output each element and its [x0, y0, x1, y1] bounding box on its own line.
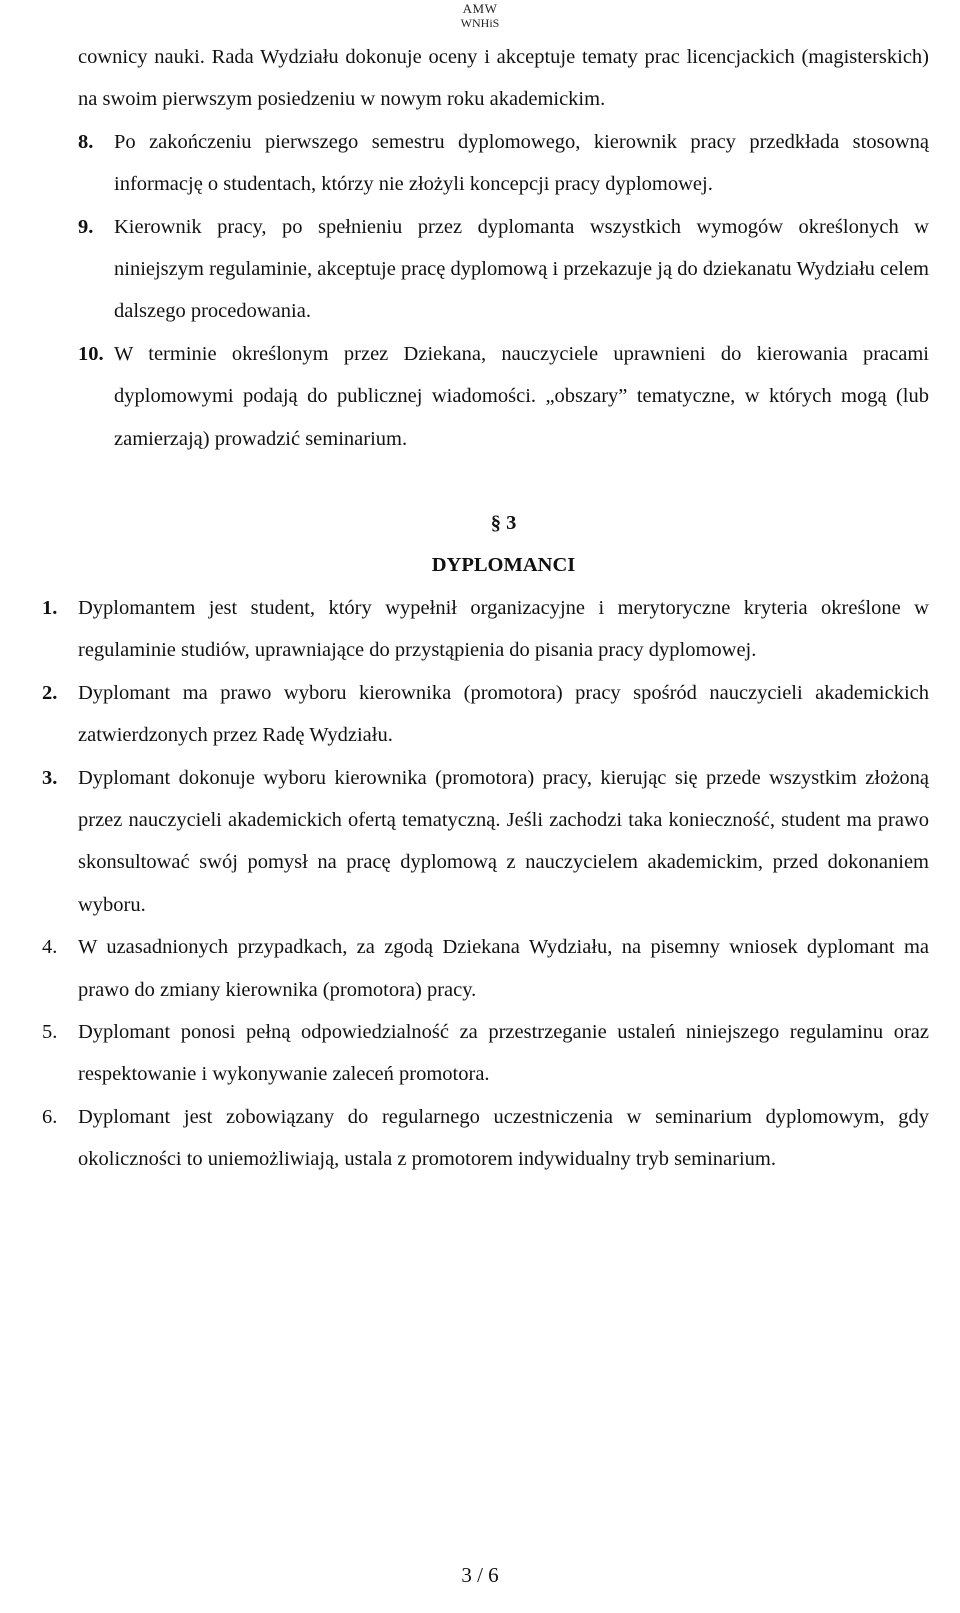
list-item-text: Dyplomant ponosi pełną odpowiedzialność za przestrzeganie ustaleń niniejszego regulaminu oraz respektowanie i wykonywanie zaleceń promotora. [78, 1020, 929, 1086]
list-item-text: Dyplomant jest zobowiązany do regularnego uczestniczenia w seminarium dyplomowym, gdy okoliczności to uniemożliwiają, ustala z promotorem indywidualny tryb seminarium. [78, 1105, 929, 1171]
list-item-number: 4. [42, 936, 58, 959]
list-item-text: Dyplomantem jest student, który wypełnił organizacyjne i merytoryczne kryteria określone w regulaminie studiów, uprawniające do przystąpienia do pisania pracy dyplomowej. [78, 596, 929, 662]
intro-paragraph: cownicy nauki. Rada Wydziału dokonuje oceny i akceptuje tematy prac licencjackich (magisterskich) na swoim pierwszym posiedzeniu w nowym roku akademickim. [78, 46, 929, 111]
list-item-number: 3. [42, 766, 58, 789]
list-item-text: W uzasadnionych przypadkach, za zgodą Dziekana Wydziału, na pisemny wniosek dyplomant ma prawo do zmiany kierownika (promotora) pracy. [78, 936, 929, 1001]
section-title: DYPLOMANCI [431, 554, 576, 577]
header-dept: WNHiS [460, 16, 500, 30]
list-item-3 [42, 757, 929, 927]
list-item-8 [78, 121, 929, 206]
page-number: 3 / 6 [461, 1563, 499, 1587]
list-item-number: 5. [42, 1020, 58, 1043]
header-org: AMW [462, 1, 498, 16]
list-part-2 [42, 587, 929, 1181]
list-item-text: Dyplomant ma prawo wyboru kierownika (promotora) pracy spośród nauczycieli akademickich zatwierdzonych przez Radę Wydziału. [78, 681, 929, 747]
list-item-9 [78, 206, 929, 333]
list-item-text: W terminie określonym przez Dziekana, nauczyciele uprawnieni do kierowania pracami dyplomowymi podają do publicznej wiadomości. „obszary” tematyczne, w których mogą (lub zamierzają) prowadzić seminarium. [114, 342, 929, 450]
list-item-number: 6. [42, 1105, 58, 1128]
list-item-number: 1. [42, 596, 58, 619]
list-item-number: 9. [78, 215, 94, 238]
page-header [0, 0, 960, 32]
list-item-2 [42, 672, 929, 757]
list-item-text: Kierownik pracy, po spełnieniu przez dyplomanta wszystkich wymogów określonych w niniejszym regulaminie, akceptuje pracę dyplomową i przekazuje ją do dziekanatu Wydziału celem dalszego procedowania. [114, 215, 929, 323]
list-item-number: 10. [78, 342, 104, 365]
list-item-text: Po zakończeniu pierwszego semestru dyplomowego, kierownik pracy przedkłada stosowną informację o studentach, którzy nie złożyli koncepcji pracy dyplomowej. [114, 130, 929, 196]
list-item-number: 8. [78, 130, 94, 153]
list-item-number: 2. [42, 681, 58, 704]
list-item-6 [42, 1096, 929, 1181]
list-item-10 [78, 333, 929, 460]
list-part-1 [78, 121, 929, 460]
list-item-4 [42, 926, 929, 1011]
document-body [42, 36, 929, 1181]
list-item-1 [42, 587, 929, 672]
list-item-5 [42, 1011, 929, 1096]
list-item-text: Dyplomant dokonuje wyboru kierownika (promotora) pracy, kierując się przede wszystkim złożoną przez nauczycieli akademickich ofertą tematyczną. Jeśli zachodzi taka konieczność, student ma prawo skonsultować swój pomysł na pracę dyplomową z nauczycielem akademickim, przed dokonaniem wyboru. [78, 766, 929, 916]
section-sign: § 3 [490, 512, 517, 535]
